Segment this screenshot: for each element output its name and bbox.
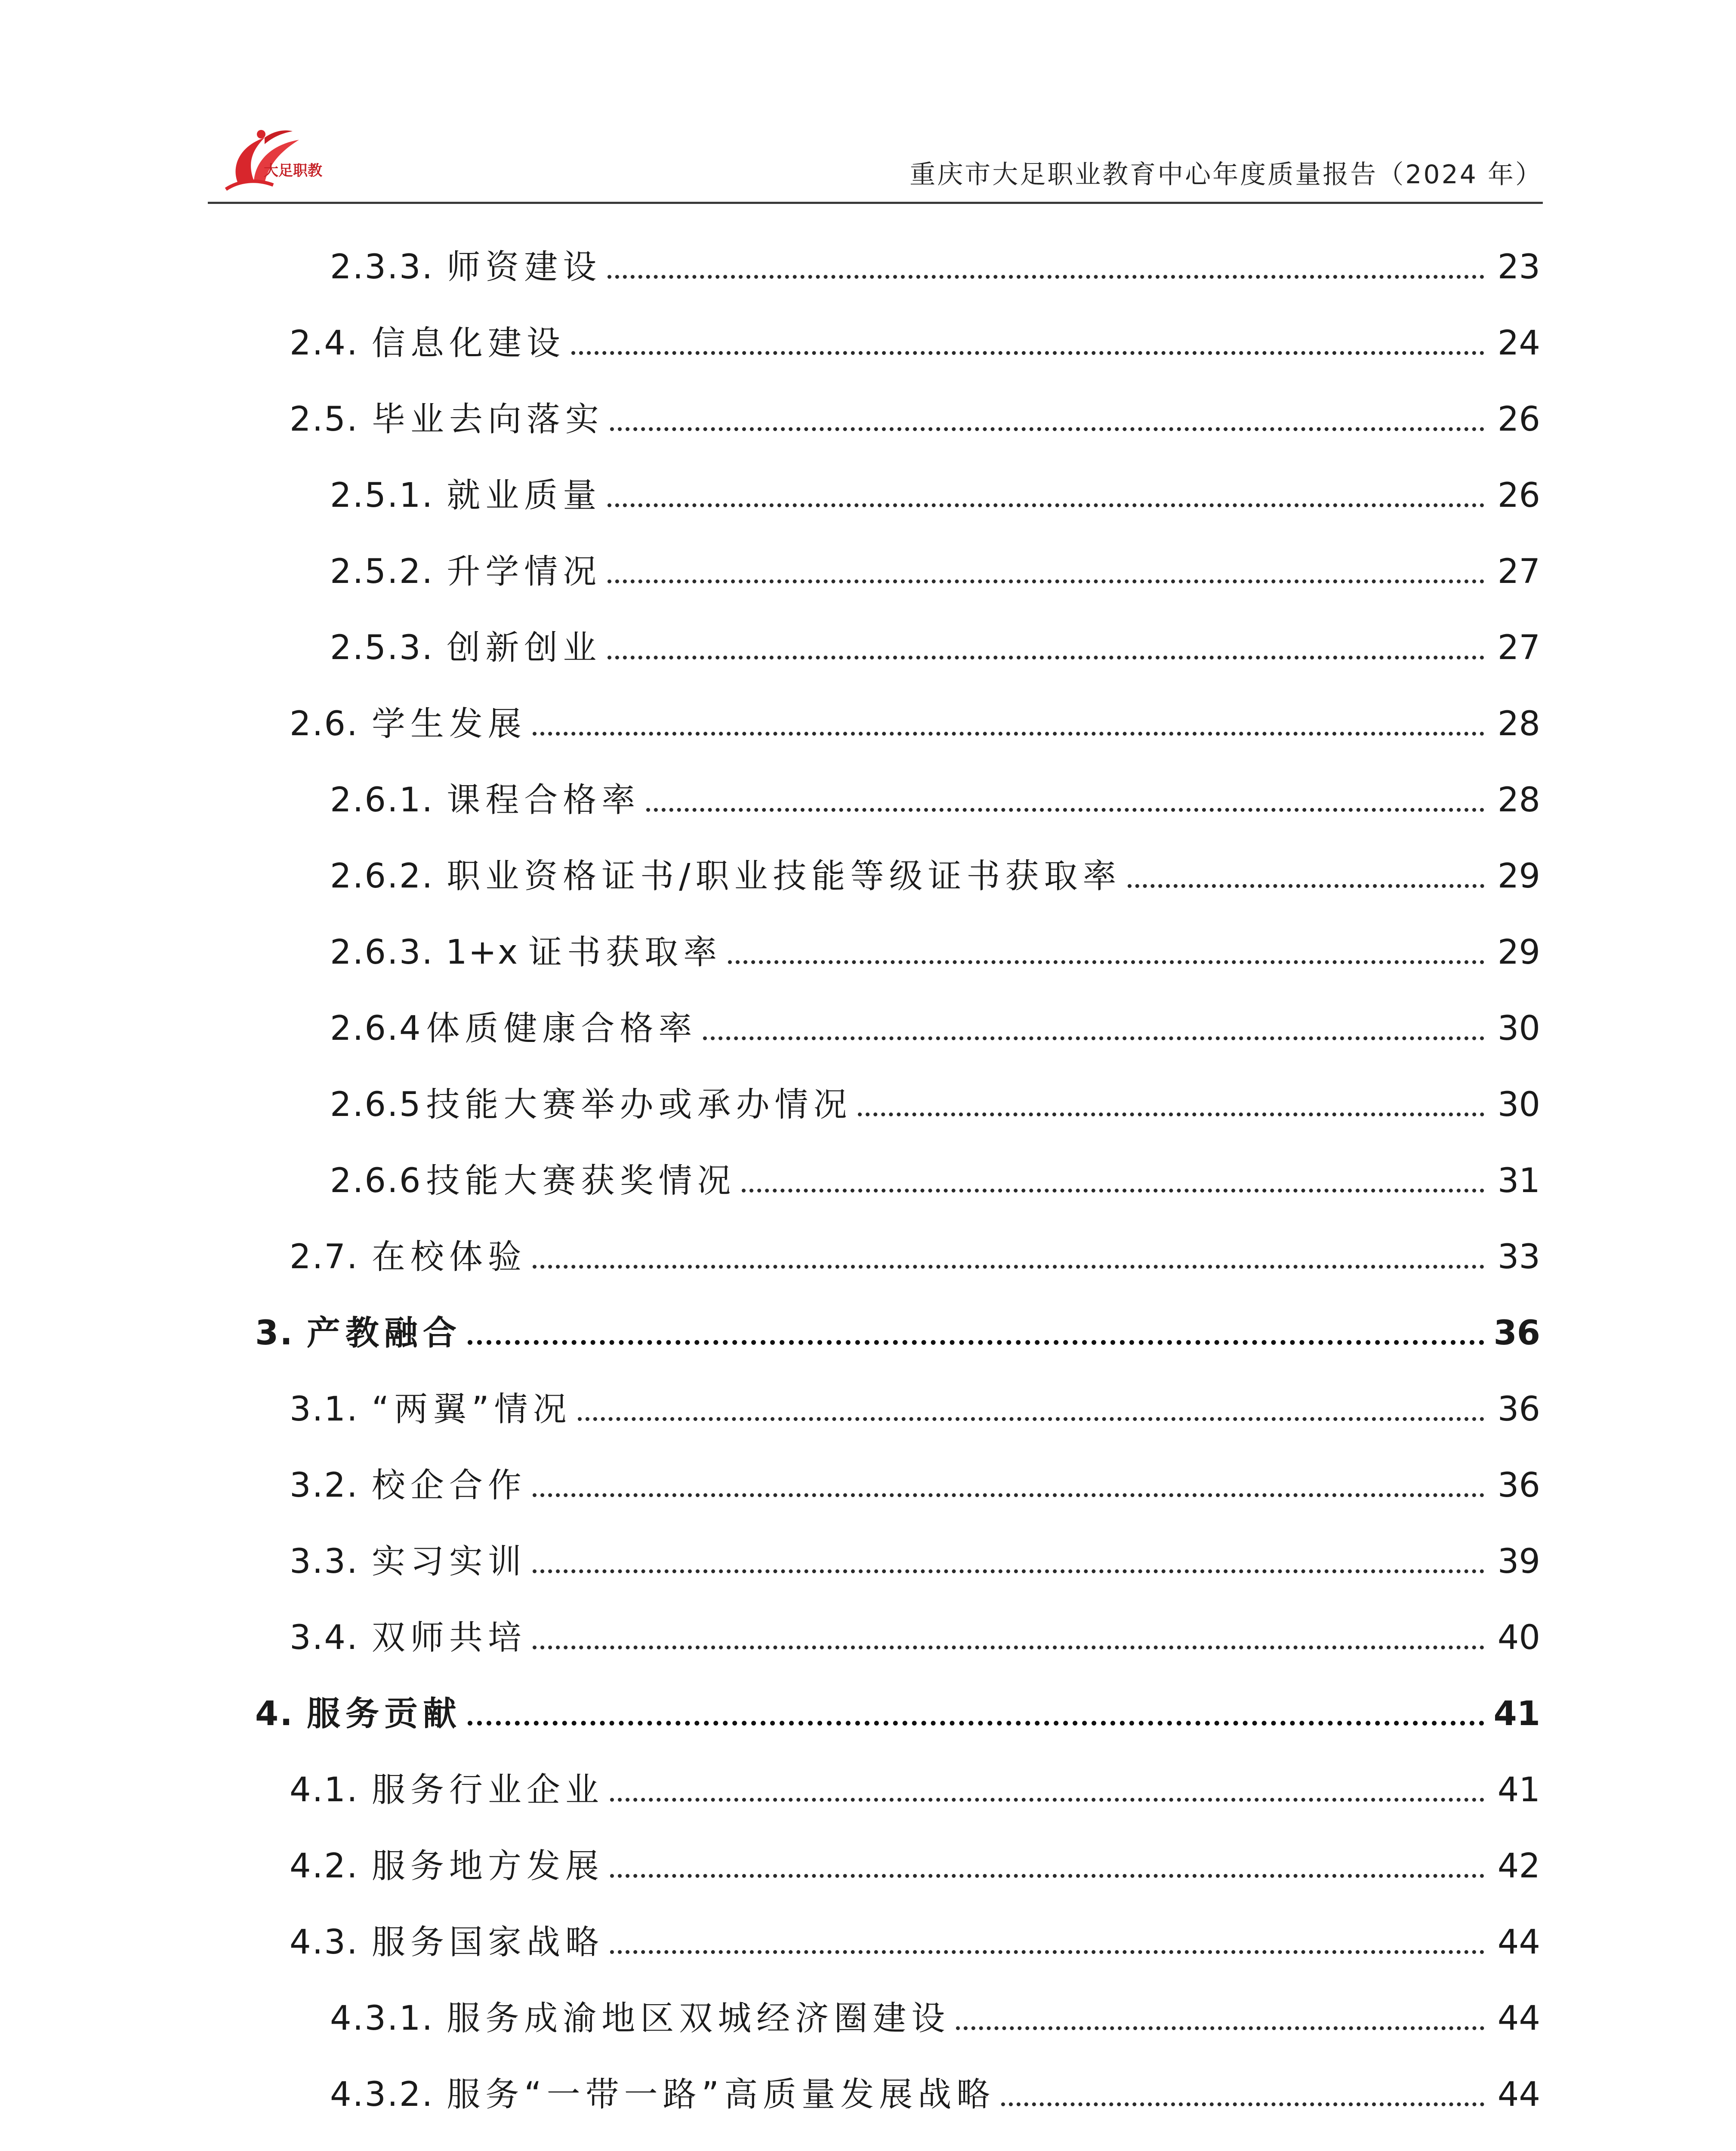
- dot-leader: [607, 579, 1484, 583]
- dot-leader: [533, 1493, 1484, 1497]
- toc-item-3-3[interactable]: [0, 1527, 1736, 1581]
- toc-page-number: 44: [1497, 2075, 1540, 2114]
- toc-item-2-5-3[interactable]: [0, 613, 1736, 665]
- svg-text:大足职教: 大足职教: [264, 162, 322, 179]
- toc-number: 4.1.: [290, 1771, 359, 1809]
- toc-label: 校企合作: [371, 1466, 527, 1505]
- toc-item-3-4[interactable]: [0, 1603, 1736, 1655]
- toc-page-number: 44: [1497, 1999, 1540, 2038]
- toc-page-number: 23: [1497, 248, 1540, 287]
- school-logo-icon: [213, 120, 322, 198]
- dot-leader: [533, 732, 1484, 736]
- toc-item-4-3-1[interactable]: [0, 1984, 1736, 2038]
- toc-page-number: 42: [1497, 1847, 1540, 1886]
- toc-item-2-3-3[interactable]: [0, 232, 1736, 287]
- dot-leader: [533, 1569, 1484, 1573]
- toc-label: 服务国家战略: [371, 1923, 604, 1962]
- dot-leader: [610, 427, 1484, 431]
- toc-number: 2.5.: [290, 400, 359, 439]
- toc-label: 服务贡献: [306, 1695, 462, 1733]
- toc-item-2-6-5[interactable]: [0, 1070, 1736, 1122]
- toc-number: 2.6.6: [330, 1162, 422, 1200]
- toc-number: 3.: [255, 1314, 294, 1353]
- toc-number: 3.1.: [290, 1390, 359, 1429]
- header-divider: [208, 202, 1543, 204]
- toc-item-4-3-3[interactable]: [0, 2136, 1736, 2151]
- toc-number: 4.3.: [290, 1923, 359, 1962]
- toc-item-3-1[interactable]: [0, 1374, 1736, 1429]
- toc-page-number: 29: [1497, 933, 1540, 972]
- toc-number: 2.5.2.: [330, 552, 434, 591]
- toc-number: 3.3.: [290, 1542, 359, 1581]
- toc-number: 2.6.2.: [330, 857, 434, 896]
- toc-label: 技能大赛举办或承办情况: [426, 1085, 852, 1124]
- dot-leader: [742, 1189, 1484, 1193]
- dot-leader: [571, 351, 1484, 355]
- dot-leader: [607, 503, 1484, 507]
- dot-leader: [607, 275, 1484, 279]
- toc-label: 实习实训: [371, 1542, 527, 1581]
- toc-label: 师资建设: [447, 248, 602, 287]
- toc-label: 升学情况: [447, 552, 602, 591]
- toc-label: 服务行业企业: [371, 1771, 604, 1809]
- toc-number: 2.4.: [290, 324, 359, 363]
- toc-page-number: 41: [1497, 1771, 1540, 1809]
- dot-leader: [703, 1036, 1484, 1040]
- page-header: [208, 103, 1543, 204]
- toc-number: 2.5.3.: [330, 629, 434, 667]
- dot-leader: [1128, 884, 1484, 888]
- toc-page-number: 29: [1497, 857, 1540, 896]
- dot-leader: [858, 1112, 1484, 1116]
- toc-item-2-4[interactable]: [0, 308, 1736, 363]
- toc-label: 技能大赛获奖情况: [426, 1162, 736, 1200]
- dot-leader: [607, 656, 1484, 659]
- toc-page-number: 27: [1497, 552, 1540, 591]
- dot-leader: [1001, 2102, 1484, 2106]
- toc-number: 2.3.3.: [330, 248, 434, 287]
- dot-leader: [468, 1340, 1484, 1345]
- toc-number: 4.: [255, 1695, 294, 1733]
- toc-item-2-6-6[interactable]: [0, 1146, 1736, 1198]
- dot-leader: [610, 1798, 1484, 1802]
- dot-leader: [610, 1950, 1484, 1954]
- dot-leader: [646, 808, 1484, 812]
- toc-label: 服务成渝地区双城经济圈建设: [447, 1999, 950, 2038]
- toc-item-2-6[interactable]: [0, 689, 1736, 741]
- toc-label: 产教融合: [306, 1314, 462, 1353]
- toc-page-number: 41: [1493, 1695, 1540, 1733]
- dot-leader: [610, 1874, 1484, 1878]
- toc-number: 2.6.4: [330, 1009, 422, 1048]
- toc-page-number: 44: [1497, 1923, 1540, 1962]
- toc-label: 职业资格证书/职业技能等级证书获取率: [447, 857, 1122, 896]
- dot-leader: [533, 1265, 1484, 1269]
- toc-item-2-5-2[interactable]: [0, 537, 1736, 589]
- toc-label: 就业质量: [447, 476, 602, 515]
- toc-number: 4.3.2.: [330, 2075, 434, 2114]
- toc-number: 4.3.1.: [330, 1999, 434, 2038]
- toc-number: 3.4.: [290, 1618, 359, 1657]
- toc-page-number: 33: [1497, 1238, 1540, 1276]
- toc-number: 2.6.3. 1+x: [330, 933, 519, 972]
- toc-item-4[interactable]: [0, 1679, 1736, 1731]
- toc-page-number: 36: [1497, 1466, 1540, 1505]
- toc-label: 双师共培: [371, 1618, 527, 1657]
- toc-number: 2.5.1.: [330, 476, 434, 515]
- toc-number: 2.7.: [290, 1238, 359, 1276]
- toc-page-number: 26: [1497, 400, 1540, 439]
- toc-item-2-6-2[interactable]: [0, 841, 1736, 896]
- toc-label: 学生发展: [371, 705, 527, 743]
- toc-label: 毕业去向落实: [371, 400, 604, 439]
- toc-item-2-6-3[interactable]: [0, 918, 1736, 972]
- toc-number: 4.2.: [290, 1847, 359, 1886]
- toc-item-4-1[interactable]: [0, 1755, 1736, 1807]
- toc-number: 2.6.5: [330, 1085, 422, 1124]
- toc-label: 服务地方发展: [371, 1847, 604, 1886]
- dot-leader: [956, 2026, 1484, 2030]
- toc-page-number: 30: [1497, 1009, 1540, 1048]
- toc-number: 2.6.: [290, 705, 359, 743]
- toc-item-2-6-1[interactable]: [0, 765, 1736, 820]
- toc-page-number: 27: [1497, 629, 1540, 667]
- toc-label: 体质健康合格率: [426, 1009, 697, 1048]
- toc-item-3-2[interactable]: [0, 1451, 1736, 1505]
- toc-label: 在校体验: [371, 1238, 527, 1276]
- toc-page-number: 30: [1497, 1085, 1540, 1124]
- toc-label: 证书获取率: [528, 933, 722, 972]
- toc-page-number: 31: [1497, 1162, 1540, 1200]
- toc-number: 3.2.: [290, 1466, 359, 1505]
- toc-label: 创新创业: [447, 629, 602, 667]
- toc-label: “两翼”情况: [371, 1390, 572, 1429]
- toc-item-2-5-1[interactable]: [0, 461, 1736, 515]
- toc-item-2-6-4[interactable]: [0, 994, 1736, 1048]
- dot-leader: [533, 1646, 1484, 1649]
- toc-label: 服务“一带一路”高质量发展战略: [447, 2075, 996, 2114]
- toc-page-number: 28: [1497, 705, 1540, 743]
- toc-page-number: 39: [1497, 1542, 1540, 1581]
- toc-page-number: 36: [1493, 1314, 1540, 1353]
- dot-leader: [578, 1417, 1484, 1421]
- toc-label: 课程合格率: [447, 781, 641, 820]
- toc-page-number: 24: [1497, 324, 1540, 363]
- toc-page-number: 40: [1497, 1618, 1540, 1657]
- toc-item-4-2[interactable]: [0, 1831, 1736, 1886]
- toc-item-4-3-2[interactable]: [0, 2060, 1736, 2114]
- dot-leader: [728, 960, 1484, 964]
- toc-item-2-5[interactable]: [0, 385, 1736, 439]
- toc-label: 信息化建设: [371, 324, 565, 363]
- toc-item-2-7[interactable]: [0, 1222, 1736, 1274]
- document-header-title: 重庆市大足职业教育中心年度质量报告（2024 年）: [910, 160, 1543, 190]
- toc-page-number: 26: [1497, 476, 1540, 515]
- toc-item-4-3[interactable]: [0, 1908, 1736, 1962]
- toc-number: 2.6.1.: [330, 781, 434, 820]
- toc-page-number: 28: [1497, 781, 1540, 820]
- toc-item-3[interactable]: [0, 1298, 1736, 1353]
- toc-page-number: 36: [1497, 1390, 1540, 1429]
- dot-leader: [468, 1721, 1484, 1726]
